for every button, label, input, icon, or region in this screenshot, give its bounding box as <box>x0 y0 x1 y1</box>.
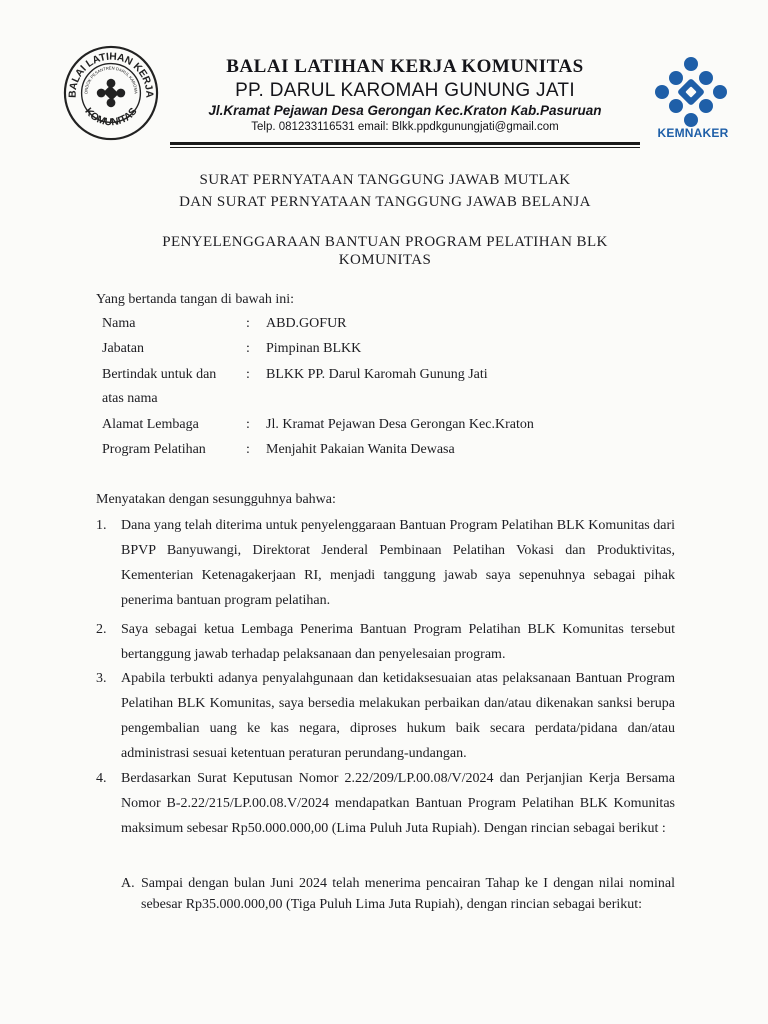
title-line-3: PENYELENGGARAAN BANTUAN PROGRAM PELATIHAN BLK <box>162 234 608 250</box>
seal-emblem-icon <box>97 79 125 107</box>
title-line-4: KOMUNITAS <box>338 252 432 268</box>
title-line-2: DAN SURAT PERNYATAAN TANGGUNG JAWAB BELANJA <box>179 194 591 210</box>
list-item-text: Dana yang telah diterima untuk penyelenggaraan Bantuan Program Pelatihan BLK Komunitas dari BPVP Banyuwangi, Direktorat Jenderal Pembinaan Pelatihan Vokasi dan Produktivitas, Kementerian Ketenagakerjaan RI, menjadi tanggung jawab saya sepenuhnya sebagai pihak penerima bantuan program pelatihan. <box>121 518 676 608</box>
kemnaker-label: KEMNAKER <box>657 126 729 140</box>
identity-colon: : <box>246 367 250 382</box>
identity-value: Jl. Kramat Pejawan Desa Gerongan Kec.Kraton <box>266 417 534 432</box>
list-item-text: Saya sebagai ketua Lembaga Penerima Bantuan Program Pelatihan BLK Komunitas tersebut bertanggung jawab terhadap pelaksanaan dan penyelesaian program. <box>121 622 675 662</box>
title-line-1: SURAT PERNYATAAN TANGGUNG JAWAB MUTLAK <box>199 172 571 188</box>
blkk-seal-logo <box>62 44 160 142</box>
list-item-text: Berdasarkan Surat Keputusan Nomor 2.22/209/LP.00.08/V/2024 dan Perjanjian Kerja Bersama Nomor B-2.22/215/LP.00.08.V/2024 mendapatkan Bantuan Program Pelatihan BLK Komunitas maksimum sebesar Rp50.000.000,00 (Lima Puluh Juta Rupiah). Dengan rincian sebagai berikut : <box>121 771 675 836</box>
identity-colon: : <box>246 316 250 331</box>
identity-value: Pimpinan BLKK <box>266 341 362 356</box>
identity-colon: : <box>246 417 250 432</box>
identity-label: Jabatan <box>102 341 144 356</box>
identity-label: Program Pelatihan <box>102 442 206 457</box>
svg-text:KOMUNITAS <box>82 106 139 128</box>
identity-value: ABD.GOFUR <box>266 316 347 331</box>
list-item-number: 3. <box>96 671 107 686</box>
list-item-number: 2. <box>96 622 107 637</box>
intro-text: Yang bertanda tangan di bawah ini: <box>96 292 295 307</box>
identity-label: Alamat Lembaga <box>102 417 199 432</box>
identity-colon: : <box>246 341 250 356</box>
list-item-number: 1. <box>96 518 107 533</box>
organization-subname: PP. DARUL KAROMAH GUNUNG JATI <box>235 80 575 101</box>
sub-item-text: Sampai dengan bulan Juni 2024 telah menerima pencairan Tahap ke I dengan nilai nominal sebesar Rp35.000.000,00 (Tiga Puluh Lima Juta Rupiah), dengan rincian sebagai berikut: <box>141 876 675 912</box>
identity-value: BLKK PP. Darul Karomah Gunung Jati <box>266 367 488 382</box>
letterhead-rule-thick <box>170 142 640 145</box>
identity-colon: : <box>246 442 250 457</box>
organization-contact: Telp. 081233116531 email: Blkk.ppdkgunungjati@gmail.com <box>251 121 559 133</box>
organization-name: BALAI LATIHAN KERJA KOMUNITAS <box>226 56 584 77</box>
letterhead-rule-thin <box>170 147 640 148</box>
identity-label-continued: atas nama <box>102 391 158 406</box>
identity-value: Menjahit Pakaian Wanita Dewasa <box>266 442 455 457</box>
seal-inner-text: ONDOK PESANTREN DARUL KAROMA <box>83 65 139 95</box>
identity-label: Nama <box>102 316 136 331</box>
organization-address: Jl.Kramat Pejawan Desa Gerongan Kec.Kraton Kab.Pasuruan <box>208 103 602 118</box>
statement-intro: Menyatakan dengan sesungguhnya bahwa: <box>96 492 336 507</box>
identity-label: Bertindak untuk dan <box>102 367 217 382</box>
sub-item-letter: A. <box>121 876 135 891</box>
seal-top-text: BALAI LATIHAN KERJA <box>67 51 155 98</box>
list-item-text: Apabila terbukti adanya penyalahgunaan dan ketidaksesuaian atas pelaksanaan Bantuan Program Pelatihan BLK Komunitas, saya bersedia melakukan perbaikan dan/atau dikenakan sanksi berupa pengembalian uang ke kas negara, diproses hukum baik secara perdata/pidana dan/atau administrasi sesuai ketentuan peraturan perundang-undangan. <box>121 671 675 761</box>
seal-bottom-text: KOMUNITAS <box>82 106 140 129</box>
list-item-number: 4. <box>96 771 107 786</box>
